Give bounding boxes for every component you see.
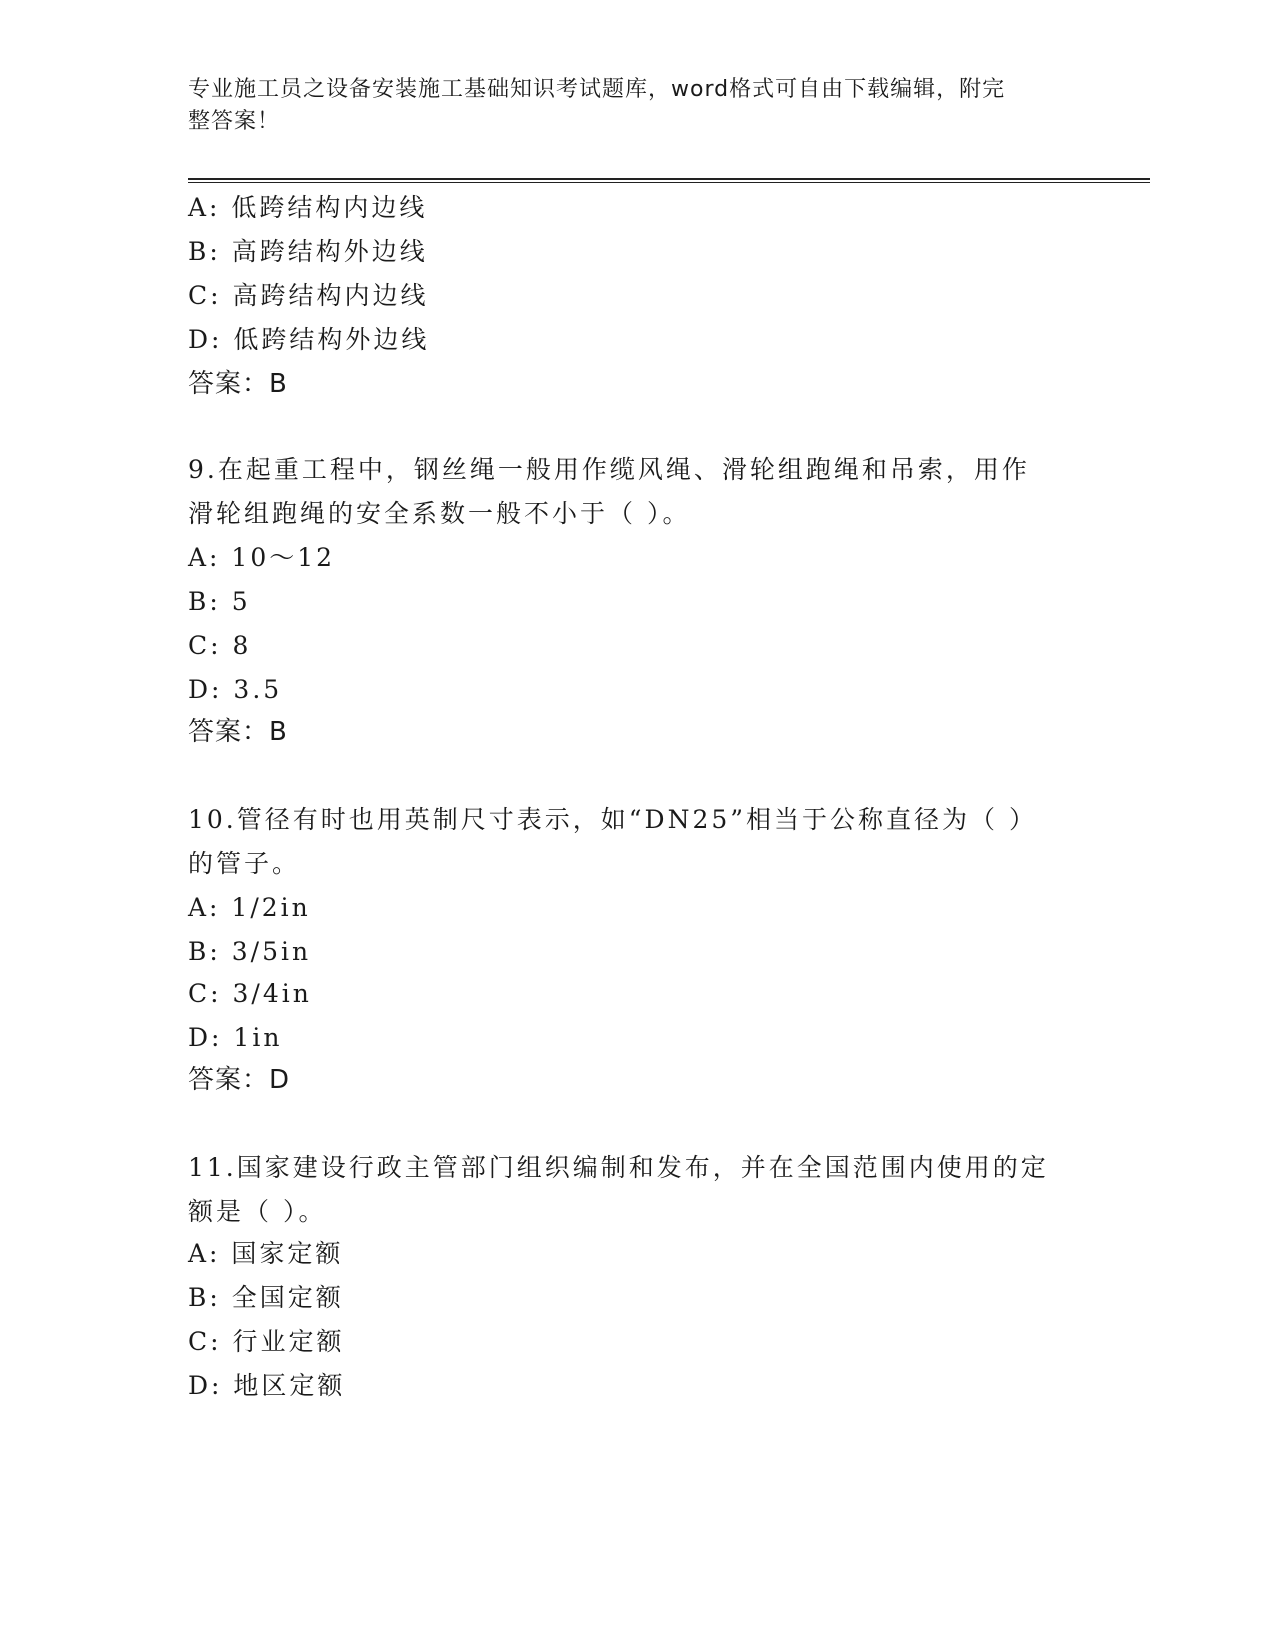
option-c: C: 3/4in [188, 979, 312, 1008]
option-a: A: 10～12 [188, 543, 336, 572]
option-d: D: 地区定额 [188, 1371, 346, 1400]
question-stem: 9.在起重工程中，钢丝绳一般用作缆风绳、滑轮组跑绳和吊索，用作 [188, 455, 1030, 484]
answer: 答案：D [188, 1065, 291, 1095]
answer: 答案：B [188, 369, 288, 399]
question-stem: 10.管径有时也用英制尺寸表示，如“DN25”相当于公称直径为（ ） [188, 805, 1037, 834]
option-a: A: 低跨结构内边线 [188, 193, 428, 222]
question-stem: 滑轮组跑绳的安全系数一般不小于（ ）。 [188, 499, 691, 528]
option-b: B: 全国定额 [188, 1283, 344, 1312]
option-a: A: 国家定额 [188, 1239, 344, 1268]
option-d: D: 1in [188, 1023, 283, 1052]
answer: 答案：B [188, 717, 288, 747]
header-rule [188, 182, 1150, 183]
option-c: C: 行业定额 [188, 1327, 345, 1356]
option-d: D: 低跨结构外边线 [188, 325, 430, 354]
document-header [188, 74, 1088, 138]
option-d: D: 3.5 [188, 675, 283, 704]
option-a: A: 1/2in [188, 893, 311, 922]
question-stem: 11.国家建设行政主管部门组织编制和发布，并在全国范围内使用的定 [188, 1153, 1049, 1182]
option-c: C: 高跨结构内边线 [188, 281, 429, 310]
question-stem: 的管子。 [188, 849, 301, 878]
option-b: B: 高跨结构外边线 [188, 237, 428, 266]
option-c: C: 8 [188, 631, 252, 660]
header-line: 整答案！ [188, 109, 281, 134]
question-stem: 额是（ ）。 [188, 1197, 327, 1226]
header-line: 专业施工员之设备安装施工基础知识考试题库，word格式可自由下载编辑，附完 [188, 77, 1006, 102]
header-rule [188, 178, 1150, 180]
option-b: B: 3/5in [188, 937, 312, 966]
option-b: B: 5 [188, 587, 251, 616]
